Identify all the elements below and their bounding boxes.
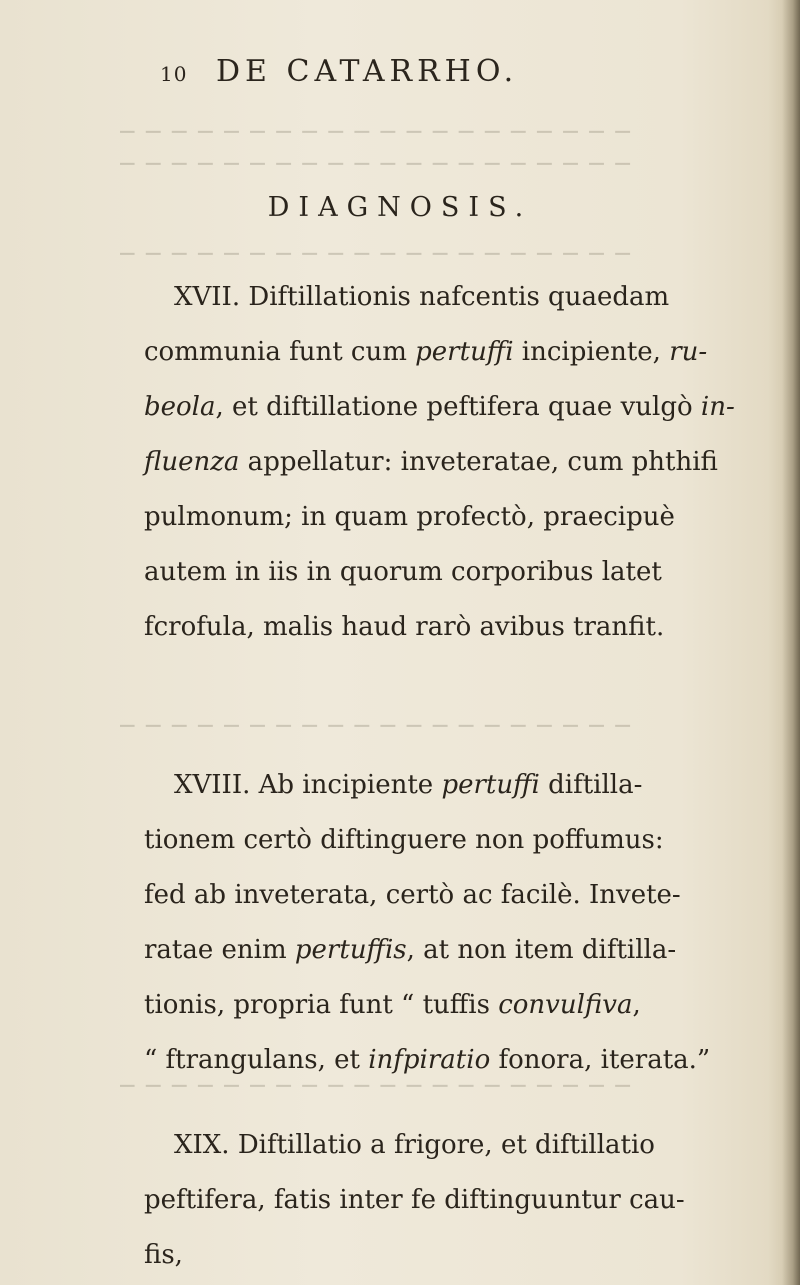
text-line [144,868,784,923]
italic-term: fluenza [144,447,240,477]
text-line [144,270,784,325]
text-run: tionis, propria funt “ tuffis [144,990,499,1020]
text-line [144,435,784,490]
text-line [144,978,784,1033]
text-line [144,600,784,655]
text-line [144,545,784,600]
running-head: DE CATARRHO. [216,54,519,89]
italic-term: convulfiva [498,990,633,1020]
italic-term: beola [144,392,216,422]
bleed-through: ─ ─ ─ ─ ─ ─ ─ ─ ─ ─ ─ ─ ─ ─ ─ ─ ─ ─ ─ ─ [120,240,632,268]
text-run: XVII. Diftillationis nafcentis quaedam [174,282,670,312]
bleed-through: ─ ─ ─ ─ ─ ─ ─ ─ ─ ─ ─ ─ ─ ─ ─ ─ ─ ─ ─ ─ [120,118,632,146]
text-run: communia funt cum [144,337,416,367]
text-run: fis, [144,1240,183,1270]
text-run: diftilla- [539,770,643,800]
italic-term: pertuffi [415,337,514,367]
text-run: , at non item diftilla- [406,935,677,965]
text-line [144,1173,784,1228]
italic-term: in- [700,392,735,422]
text-run: fonora, iterata.” [490,1045,711,1075]
text-line [144,758,784,813]
text-run: tionem certò diftinguere non poffumus: [144,825,664,855]
text-line [144,325,784,380]
bleed-through: ─ ─ ─ ─ ─ ─ ─ ─ ─ ─ ─ ─ ─ ─ ─ ─ ─ ─ ─ ─ [120,1072,632,1100]
text-run: XVIII. Ab incipiente [174,770,442,800]
paragraph-xvii [144,270,784,655]
text-run: fed ab inveterata, certò ac facilè. Invete- [144,880,681,910]
text-run: , et diftillatione peftifera quae vulgò [215,392,701,422]
text-run: ratae enim [144,935,295,965]
text-line [144,490,784,545]
text-run: fcrofula, malis haud rarò avibus tranfit. [144,612,665,642]
text-run: appellatur: inveteratae, cum phthifi [239,447,718,477]
paragraph-xix [144,1118,784,1283]
italic-term: pertuffis [294,935,407,965]
text-run: pulmonum; in quam profectò, praecipuè [144,502,675,532]
text-run: , [632,990,641,1020]
page-header [160,54,680,94]
text-line [144,1228,784,1283]
text-line [144,813,784,868]
paragraph-xviii [144,758,784,1088]
bleed-through: ─ ─ ─ ─ ─ ─ ─ ─ ─ ─ ─ ─ ─ ─ ─ ─ ─ ─ ─ ─ [120,150,632,178]
text-run: autem in iis in quorum corporibus latet [144,557,662,587]
text-line [144,923,784,978]
bleed-through: ─ ─ ─ ─ ─ ─ ─ ─ ─ ─ ─ ─ ─ ─ ─ ─ ─ ─ ─ ─ [120,712,632,740]
page-number: 10 [160,62,188,86]
text-run: peftifera, fatis inter fe diftinguuntur cau- [144,1185,685,1215]
italic-term: ru- [669,337,708,367]
italic-term: infpiratio [368,1045,491,1075]
text-run: incipiente, [513,337,670,367]
text-line [144,1033,784,1088]
text-line [144,380,784,435]
text-run: XIX. Diftillatio a frigore, et diftillatio [174,1130,655,1160]
italic-term: pertuffi [441,770,540,800]
section-heading: DIAGNOSIS. [267,192,533,223]
text-line [144,1118,784,1173]
text-run: “ ftrangulans, et [144,1045,369,1075]
